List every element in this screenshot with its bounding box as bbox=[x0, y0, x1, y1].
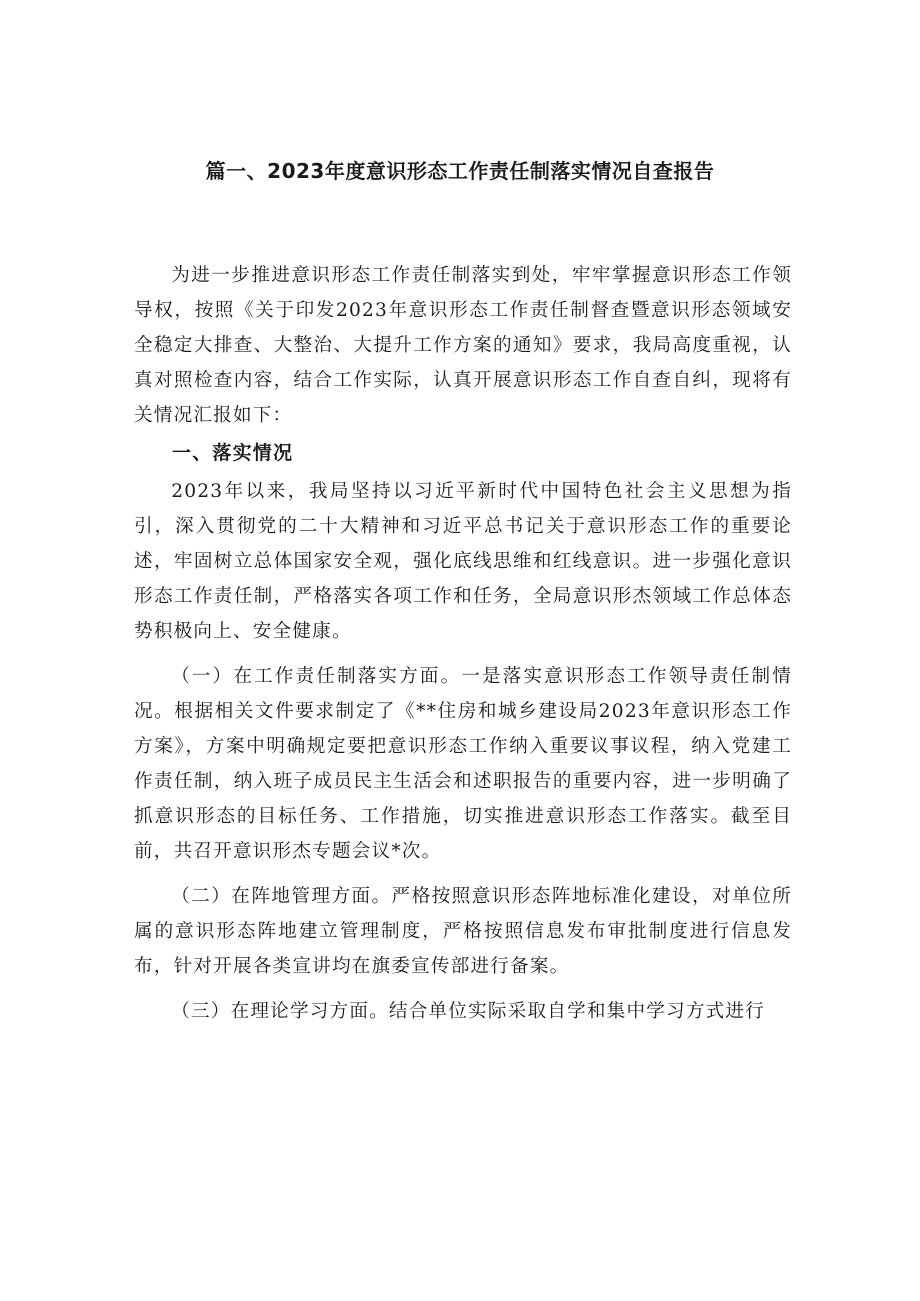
body-paragraph: （二）在阵地管理方面。严格按照意识形态阵地标准化建设，对单位所属的意识形态阵地建立管理制度，严格按照信息发布审批制度进行信息发布，针对开展各类宣讲均在旗委宣传部进行备案。 bbox=[134, 886, 792, 977]
document-body bbox=[134, 258, 792, 1029]
section-heading: 一、落实情况 bbox=[172, 442, 294, 464]
document-title: 篇一、2023年度意识形态工作责任制落实情况自查报告 bbox=[205, 159, 715, 183]
intro-paragraph: 为进一步推进意识形态工作责任制落实到处，牢牢掌握意识形态工作领导权，按照《关于印发2023年意识形态工作责任制督查暨意识形态领域安全稳定大排查、大整治、大提升工作方案的通知》要求，我局高度重视，认真对照检查内容，结合工作实际，认真开展意识形态工作自查自纠，现将有关情况汇报如下： bbox=[134, 265, 792, 426]
body-paragraph: （一）在工作责任制落实方面。一是落实意识形态工作领导责任制情况。根据相关文件要求制定了《**住房和城乡建设局2023年意识形态工作方案》，方案中明确规定要把意识形态工作纳入重要议事议程，纳入党建工作责任制，纳入班子成员民主生活会和述职报告的重要内容，进一步明确了抓意识形态的目标任务、工作措施，切实推进意识形态工作落实。截至目前，共召开意识形杰专题会议*次。 bbox=[134, 666, 792, 862]
body-paragraph: （三）在理论学习方面。结合单位实际采取自学和集中学习方式进行 bbox=[171, 1001, 766, 1022]
body-paragraph: 2023年以来，我局坚持以习近平新时代中国特色社会主义思想为指引，深入贯彻党的二十大精神和习近平总书记关于意识形态工作的重要论述，牢固树立总体国家安全观，强化底线思维和红线意识。进一步强化意识形态工作责任制，严格落实各项工作和任务，全局意识形杰领域工作总体态势积极向上、安全健康。 bbox=[134, 481, 792, 642]
